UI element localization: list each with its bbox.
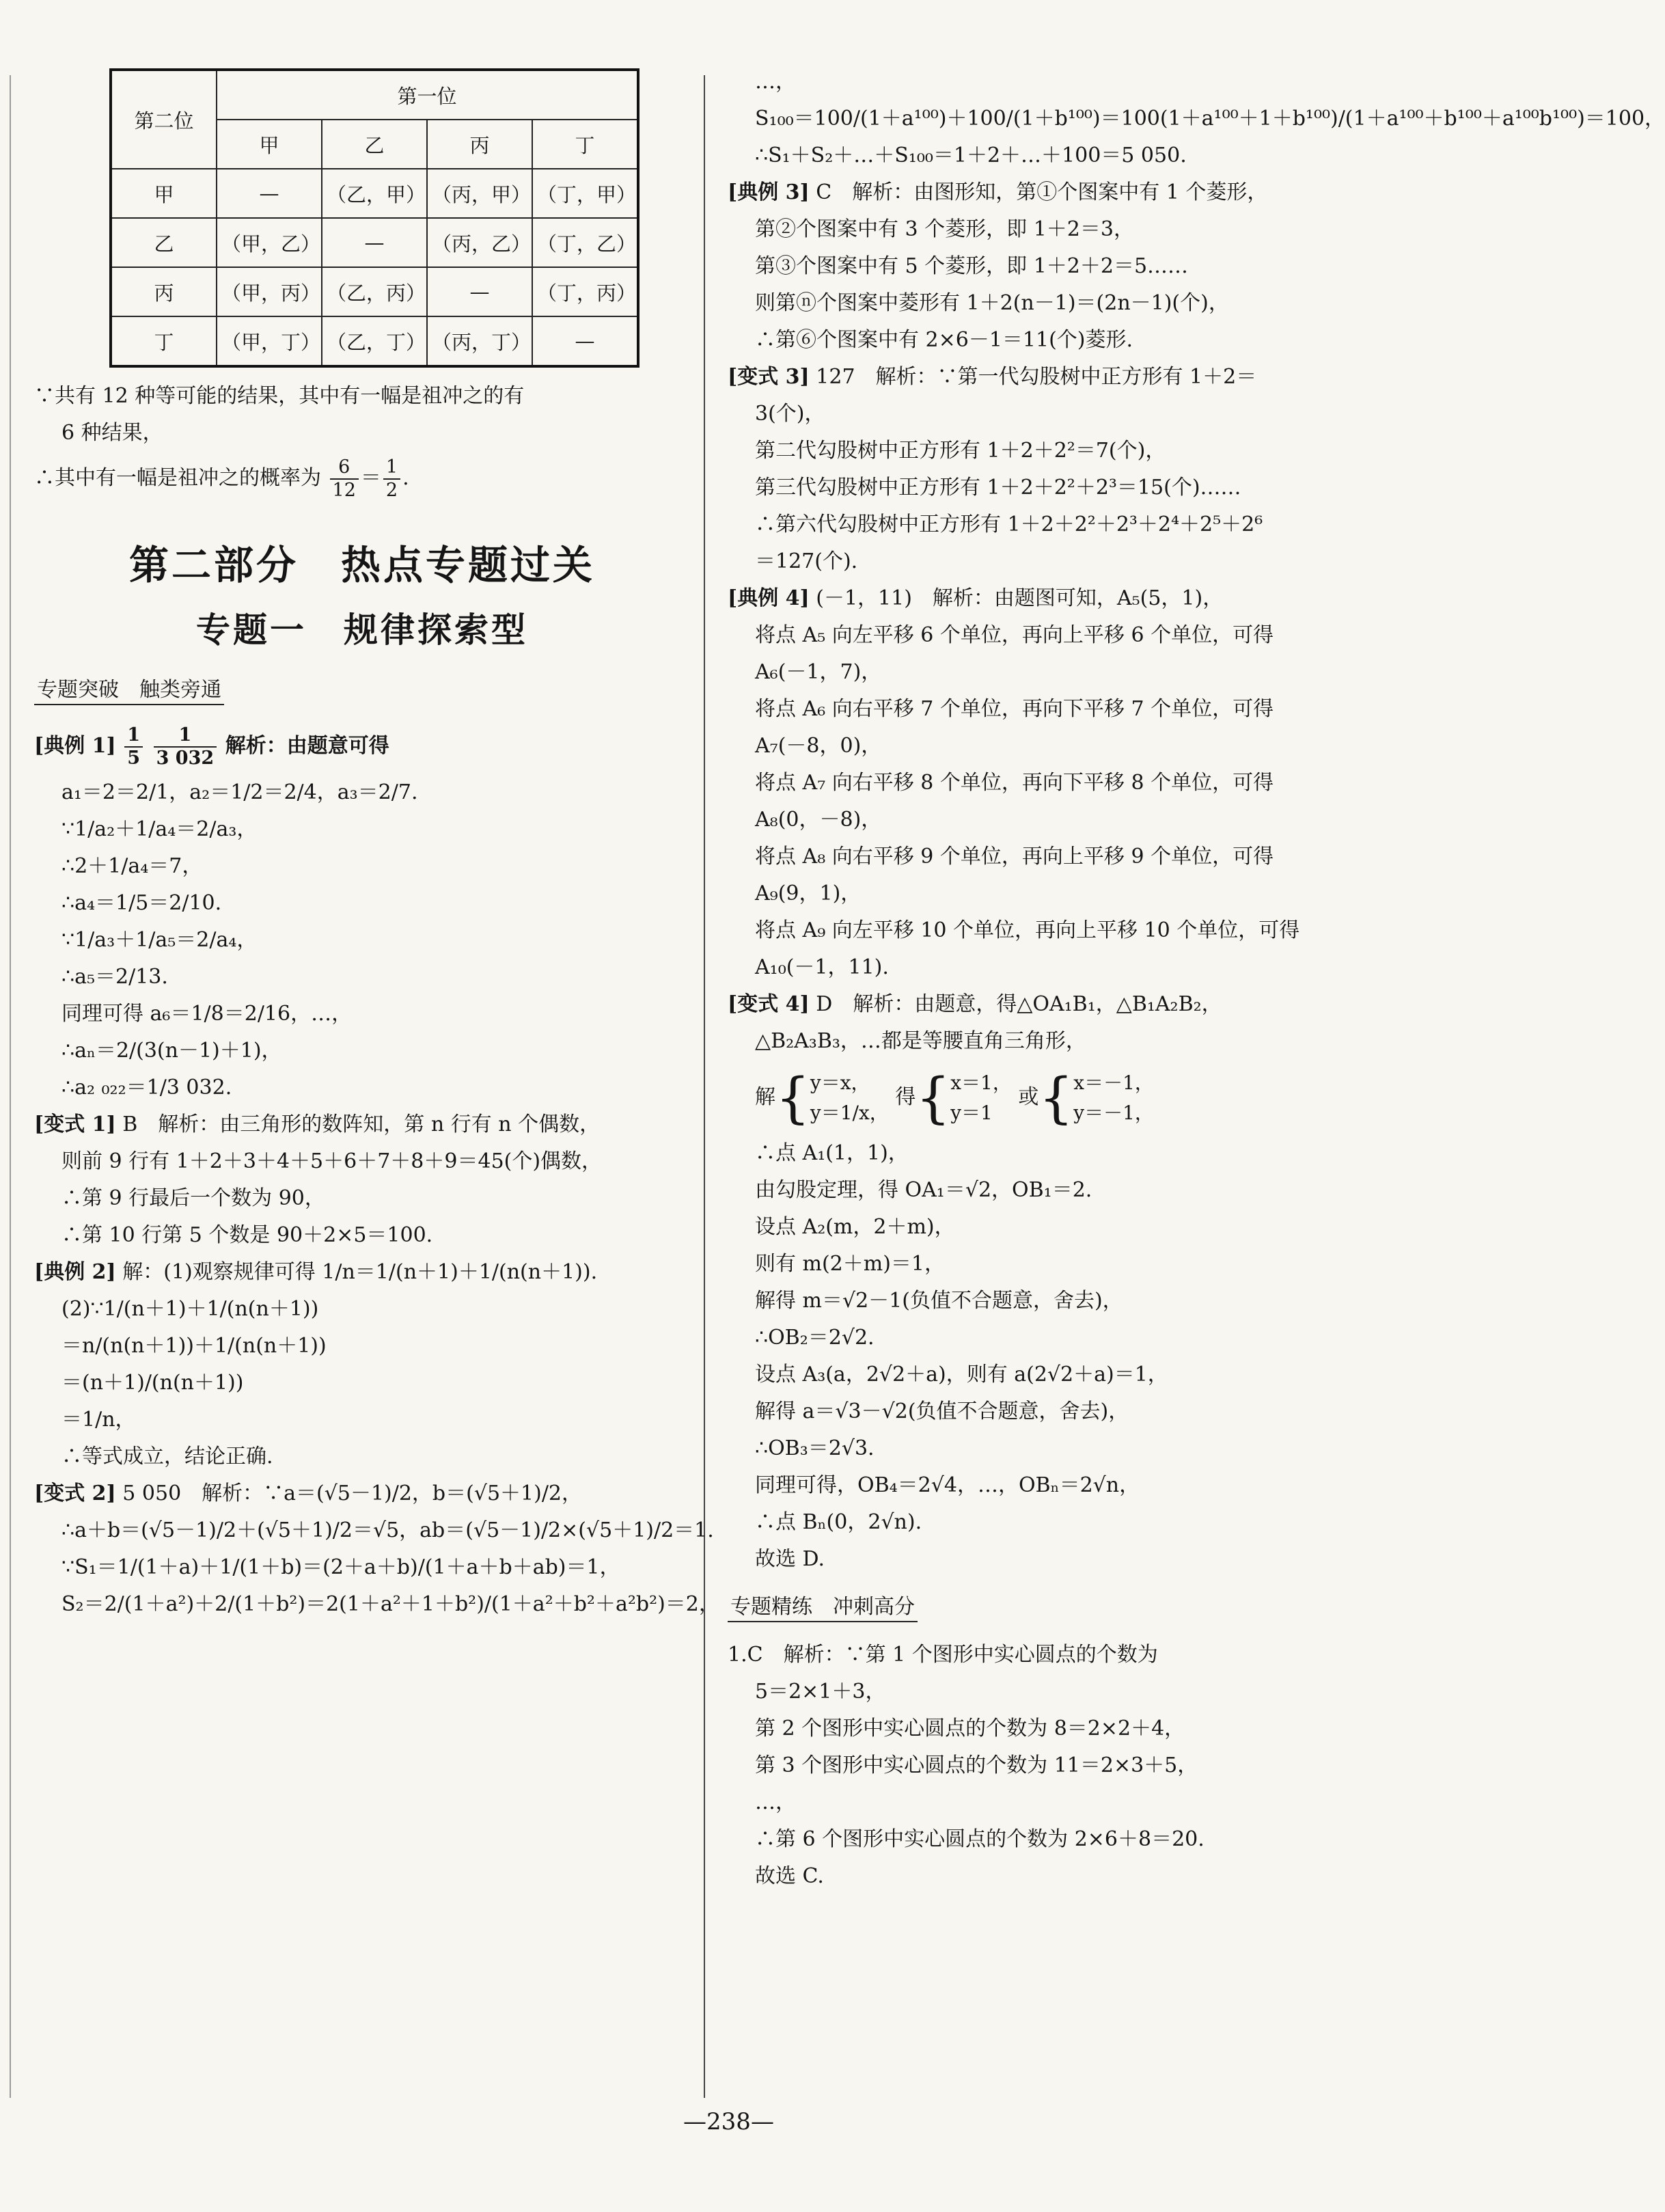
math-line: ∵S₁＝1/(1＋a)＋1/(1＋b)＝(2＋a＋b)/(1＋a＋b＋ab)＝1， [61,1555,620,1579]
text-line: 第二代勾股树中正方形有 1＋2＋2²＝7(个)， [755,439,1166,463]
text-line: 故选 D. [755,1547,825,1571]
right-column [728,68,1665,1900]
example-tag: [典例 3] [728,180,810,204]
equation-system [1073,1068,1154,1128]
text-span: 5 050 解析：∵a＝(√5－1)/2，b＝(√5＋1)/2， [122,1482,583,1505]
math-line: …， [755,70,796,94]
table-cell: （丙，丁） [427,316,532,366]
math-line: 同理可得 a₆＝1/8＝2/16，…， [61,1002,353,1026]
text-span: 解：(1)观察规律可得 1/n＝1/(n＋1)＋1/(n(n＋1)). [122,1260,598,1284]
text-span: 127 解析：∵第一代勾股树中正方形有 1＋2＝ [816,365,1257,389]
fraction: $\frac{1}{2}$ [383,456,400,502]
text-line: 解得 a＝√3－√2(负值不合题意，舍去)， [755,1399,1129,1423]
equation: x＝1， [950,1071,1012,1094]
row-head: 甲 [111,169,217,218]
text-line: △B₂A₃B₃，…都是等腰直角三角形， [755,1029,1086,1053]
text-line: 第 3 个图形中实心圆点的个数为 11＝2×3＋5， [755,1753,1198,1777]
part-title: 第二部分 热点专题过关 [128,542,595,588]
text-line: ∴点 Bₙ(0，2√n). [755,1510,922,1534]
text-line: 3(个)， [755,402,825,426]
variant-4 [728,991,1411,1018]
row-head: 丙 [111,267,217,316]
text-line: 则有 m(2＋m)＝1， [755,1252,946,1276]
math-line: ＝(n＋1)/(n(n＋1)) [61,1371,244,1395]
table-cell: （丙，甲） [427,169,532,218]
table-corner-second: 第二位 [111,70,217,169]
text-span: (－1，11) 解析：由题图可知，A₅(5，1)， [816,586,1224,610]
example-4 [728,585,1411,612]
text-line: 将点 A₆ 向右平移 7 个单位，再向下平移 7 个单位，可得 [755,697,1274,721]
equation-system-line [728,1065,1411,1130]
topic-title: 专题一 规律探索型 [196,610,528,650]
text-line: ∵共有 12 种等可能的结果，其中有一幅是祖冲之的有 [34,384,525,408]
text-span: C 解析：由图形知，第①个图案中有 1 个菱形， [816,180,1268,204]
row-head: 乙 [111,218,217,267]
example-tag: [典例 1] [34,734,116,758]
equation: x＝－1， [1073,1071,1154,1094]
text-line: 由勾股定理，得 OA₁＝√2，OB₁＝2. [755,1178,1092,1202]
text-line: 将点 A₇ 向右平移 8 个单位，再向下平移 8 个单位，可得 [755,771,1274,795]
table-cell: — [322,218,427,267]
text-line: 设点 A₂(m，2＋m)， [755,1215,955,1239]
text-line: 设点 A₃(a，2√2＋a)，则有 a(2√2＋a)＝1， [755,1363,1168,1387]
table-cell: — [532,316,638,366]
text-line: ∴OB₃＝2√3. [755,1436,875,1460]
text-span: 或 [1018,1085,1039,1109]
table-cell: — [217,169,322,218]
example-1-header [34,724,690,769]
text-line: 将点 A₅ 向左平移 6 个单位，再向上平移 6 个单位，可得 [755,623,1274,647]
text-line: ∴第 9 行最后一个数为 90， [61,1186,325,1210]
text-line: 第三代勾股树中正方形有 1＋2＋2²＋2³＝15(个)…… [755,476,1241,500]
text-span: B 解析：由三角形的数阵知，第 n 行有 n 个偶数， [122,1112,601,1136]
equation: y＝1/x， [810,1102,889,1124]
answer-fraction: $\frac{1}{3 032}$ [154,724,217,769]
text-line: 解得 m＝√2－1(负值不合题意，舍去)， [755,1289,1123,1313]
table-cell: （乙，丁） [322,316,427,366]
math-line: a₁＝2＝2/1，a₂＝1/2＝2/4，a₃＝2/7. [61,780,418,804]
text-line: ∴第 6 个图形中实心圆点的个数为 2×6＋8＝20. [755,1827,1205,1851]
table-cell: （乙，甲） [322,169,427,218]
page-edge-line [10,75,11,2098]
table-cell: — [427,267,532,316]
table-header-first: 第一位 [217,70,638,120]
table-cell: （丁，丙） [532,267,638,316]
text-line: 第②个图案中有 3 个菱形，即 1＋2＝3， [755,217,1134,241]
section-heading: 专题突破 触类旁通 [34,672,224,705]
text-line: ∴OB₂＝2√2. [755,1326,875,1350]
variant-3 [728,364,1411,391]
example-2 [34,1259,690,1286]
brace-icon: { [775,1066,810,1130]
page-number: —238— [683,2108,774,2135]
math-line: ∴aₙ＝2/(3(n－1)＋1)， [61,1039,282,1063]
fraction: $\frac{6}{12}$ [330,456,359,502]
row-head: 丁 [111,316,217,366]
text-line: ∴第 10 行第 5 个数是 90＋2×5＝100. [61,1223,433,1247]
text-line: ∴点 A₁(1，1)， [755,1141,909,1165]
variant-tag: [变式 2] [34,1482,116,1505]
math-line: ∵1/a₃＋1/a₅＝2/a₄， [61,928,258,952]
example-3 [728,179,1411,206]
text-line: A₈(0，－8)， [755,808,882,832]
example-tag: [典例 4] [728,586,810,610]
table-cell: （乙，丙） [322,267,427,316]
text-line: 6 种结果， [61,421,163,445]
text-line: 故选 C. [755,1864,824,1888]
example-tag: [典例 2] [34,1260,116,1284]
text-line: ＝127(个). [755,549,858,573]
table-cell: （丁，甲） [532,169,638,218]
table-col-head: 甲 [217,120,322,169]
math-line: ∴a₅＝2/13. [61,965,168,989]
math-line: ∴S₁＋S₂＋…＋S₁₀₀＝1＋2＋…＋100＝5 050. [755,144,1187,167]
variant-tag: [变式 4] [728,992,810,1016]
brace-icon: { [916,1066,951,1130]
text-line: 同理可得，OB₄＝2√4，…，OBₙ＝2√n， [755,1473,1140,1497]
math-line: ∴a₂ ₀₂₂＝1/3 032. [61,1076,232,1100]
text-line: 第 2 个图形中实心圆点的个数为 8＝2×2＋4， [755,1717,1185,1740]
brace-icon: { [1038,1066,1074,1130]
left-column [34,68,719,1628]
text-line: 第③个图案中有 5 个菱形，即 1＋2＋2＝5…… [755,254,1189,278]
text-line: 则前 9 行有 1＋2＋3＋4＋5＋6＋7＋8＋9＝45(个)偶数， [61,1149,603,1173]
math-line: ＝n/(n(n＋1))＋1/(n(n＋1)) [61,1334,327,1358]
math-line: ＝1/n， [61,1408,136,1432]
text-line: ∴第⑥个图案中有 2×6－1＝11(个)菱形. [755,328,1133,352]
text-line: 则第ⓝ个图案中菱形有 1＋2(n－1)＝(2n－1)(个)， [755,291,1229,315]
math-line: ∵1/a₂＋1/a₄＝2/a₃， [61,817,258,841]
math-line: S₂＝2/(1＋a²)＋2/(1＋b²)＝2(1＋a²＋1＋b²)/(1＋a²＋b²＋a²b²)＝2， [61,1592,719,1616]
math-line: ∴a₄＝1/5＝2/10. [61,891,222,915]
math-line: (2)∵1/(n＋1)＋1/(n(n＋1)) [61,1297,319,1321]
probability-line: ∴其中有一幅是祖冲之的概率为 $\frac{6}{12}$ ＝ $\frac{1}{2}$ . [34,456,409,501]
analysis-label: 解析：由题意可得 [225,734,389,758]
table-row [111,267,638,316]
table-cell: （丙，乙） [427,218,532,267]
table-cell: （甲，乙） [217,218,322,267]
column-divider [704,75,705,2098]
variant-1 [34,1111,690,1138]
variant-tag: [变式 1] [34,1112,116,1136]
table-col-head: 丁 [532,120,638,169]
text-line: A₉(9，1)， [755,882,862,905]
text-span: 解 [755,1085,775,1109]
table-cell: （甲，丁） [217,316,322,366]
equation: y＝1 [950,1102,993,1124]
answer-fraction: $\frac{1}{5}$ [124,724,143,769]
math-line: ∴2＋1/a₄＝7， [61,854,203,878]
text-line: …， [755,1790,796,1814]
math-line: S₁₀₀＝100/(1＋a¹⁰⁰)＋100/(1＋b¹⁰⁰)＝100(1＋a¹⁰⁰＋1＋b¹⁰⁰)/(1＋a¹⁰⁰＋b¹⁰⁰＋a¹⁰⁰b¹⁰⁰)＝100， [755,107,1665,131]
equation: y＝－1， [1073,1102,1154,1124]
text-line: A₇(－8，0)， [755,734,882,758]
text-line: 1.C 解析：∵第 1 个图形中实心圆点的个数为 [728,1643,1158,1667]
table-row [111,218,638,267]
text-span: ∴其中有一幅是祖冲之的概率为 [34,466,321,490]
table-cell: （甲，丙） [217,267,322,316]
equation-system [950,1068,1012,1128]
text-line: 5＝2×1＋3， [755,1680,886,1704]
text-span: D 解析：由题意，得△OA₁B₁，△B₁A₂B₂， [816,992,1222,1016]
table-row [111,169,638,218]
section-heading: 专题精练 冲刺高分 [728,1589,918,1622]
outcome-table [109,68,639,368]
text-line: ∴第六代勾股树中正方形有 1＋2＋2²＋2³＋2⁴＋2⁵＋2⁶ [755,513,1263,536]
math-line: ∴a＋b＝(√5－1)/2＋(√5＋1)/2＝√5，ab＝(√5－1)/2×(√5＋1)/2＝1. [61,1518,714,1542]
equation: y＝x， [810,1071,870,1094]
text-line: A₁₀(－1，11). [755,955,889,979]
text-span: 得 [895,1085,916,1109]
equation-system [810,1068,889,1128]
table-col-head: 乙 [322,120,427,169]
text-span: . [402,466,409,490]
table-row [111,316,638,366]
text-line: A₆(－1，7)， [755,660,882,684]
text-line: 将点 A₉ 向左平移 10 个单位，再向上平移 10 个单位，可得 [755,918,1300,942]
text-line: ∴等式成立，结论正确. [61,1445,273,1469]
variant-tag: [变式 3] [728,365,810,389]
table-cell: （丁，乙） [532,218,638,267]
table-col-head: 丙 [427,120,532,169]
text-line: 将点 A₈ 向右平移 9 个单位，再向上平移 9 个单位，可得 [755,845,1274,869]
variant-2 [34,1480,690,1507]
